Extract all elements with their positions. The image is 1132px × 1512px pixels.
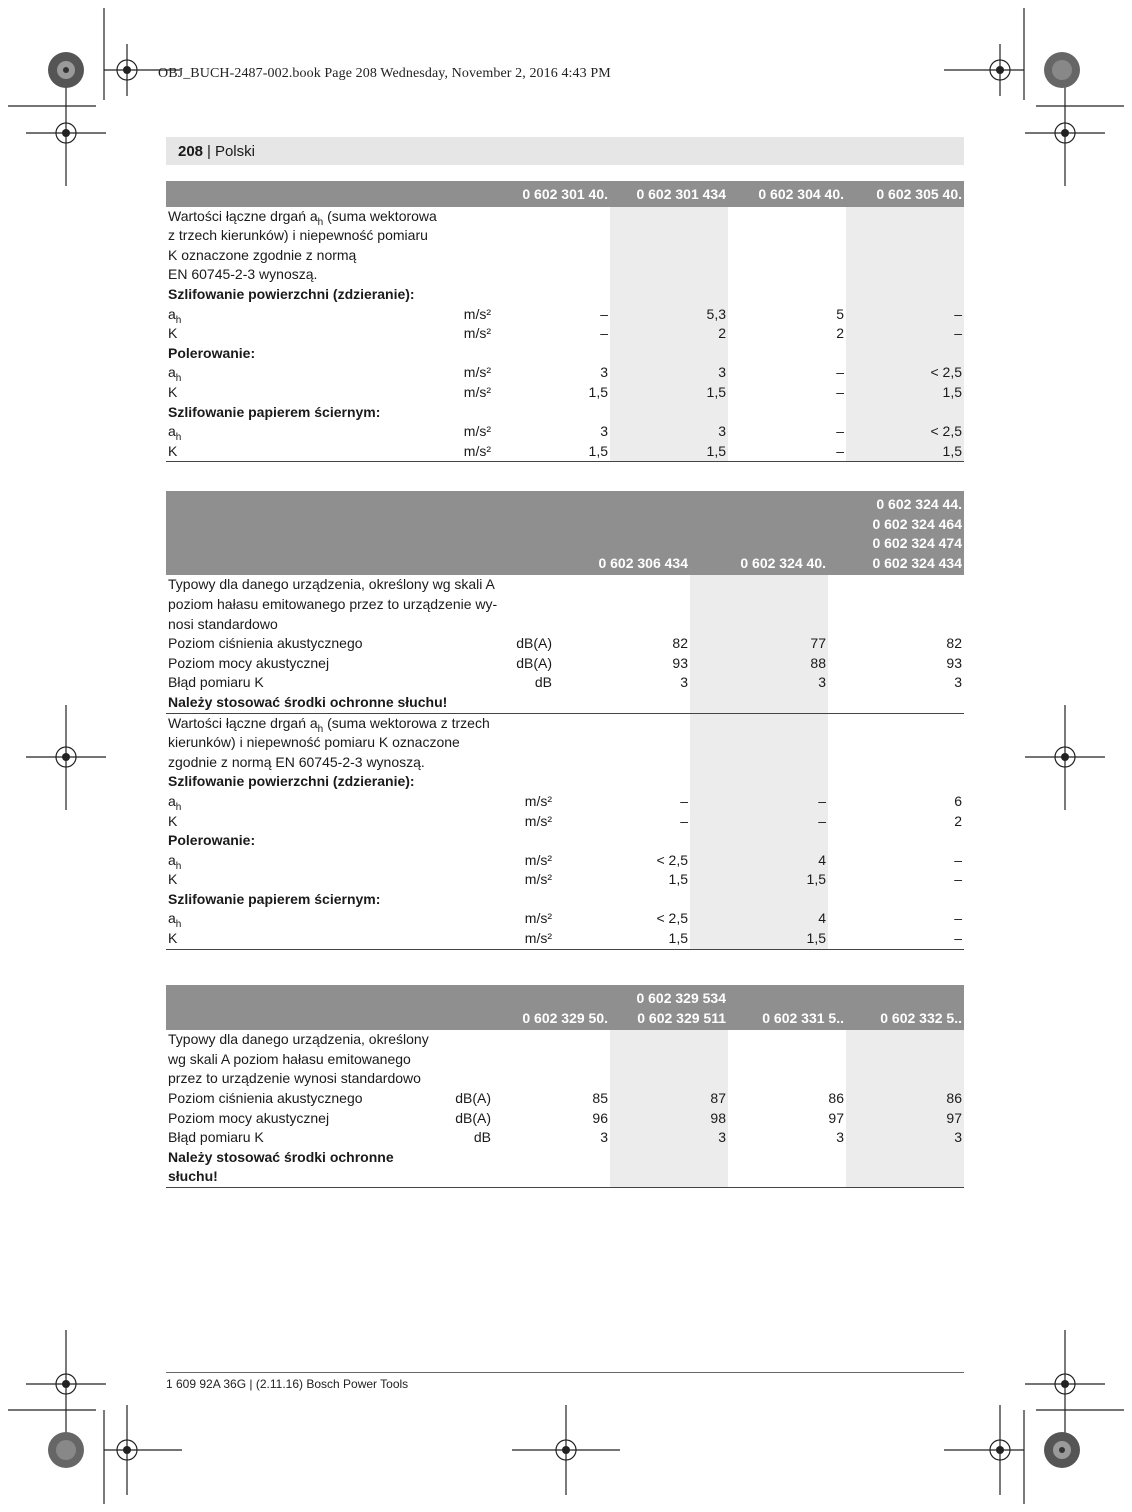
- table-row: [166, 324, 964, 344]
- table-row: [166, 851, 964, 871]
- cell-value: 96: [592, 1109, 608, 1126]
- cell-value: –: [954, 871, 962, 888]
- column-header-line: 0 602 329 50.: [522, 1009, 608, 1026]
- table-header-band: [166, 491, 964, 575]
- registration-mark-icon: [1025, 80, 1105, 186]
- column-header: [690, 554, 828, 574]
- table-row: [166, 909, 964, 929]
- cell-value: 1,5: [942, 442, 962, 459]
- row-unit: m/s²: [524, 910, 552, 927]
- cell-value: 2: [718, 325, 726, 342]
- row-divider: [166, 713, 964, 714]
- row-label-text: Szlifowanie papierem ściernym:: [168, 890, 381, 907]
- registration-mark-icon: [944, 44, 1024, 96]
- cell-value: 1,5: [588, 383, 608, 400]
- row-unit: m/s²: [463, 383, 491, 400]
- cell-value: 2: [954, 812, 962, 829]
- row-label: [168, 753, 425, 773]
- row-label: [168, 929, 177, 949]
- table-row: [166, 733, 964, 753]
- cell-value: 3: [600, 1129, 608, 1146]
- column-header: [728, 1009, 846, 1029]
- cell-value: < 2,5: [656, 910, 688, 927]
- row-label-text: K: [168, 325, 178, 342]
- table-row: [166, 1030, 964, 1050]
- row-label: [168, 1069, 421, 1089]
- row-label: [168, 1128, 264, 1148]
- row-unit: m/s²: [524, 851, 552, 868]
- row-label-subscript: h: [175, 860, 182, 872]
- column-header-line: 0 602 305 40.: [876, 186, 962, 202]
- cell-value: –: [680, 812, 688, 829]
- row-label-text: Należy stosować środki ochronne słuchu!: [168, 693, 448, 710]
- cell-value: 2: [836, 325, 844, 342]
- cell-value: 85: [592, 1089, 608, 1106]
- cell-value: 5,3: [706, 305, 726, 322]
- row-label-text: przez to urządzenie wynosi standardowo: [168, 1070, 421, 1087]
- table-row: [166, 595, 964, 615]
- row-label-text: Polerowanie:: [168, 832, 256, 849]
- registration-mark-icon: [1025, 705, 1105, 810]
- row-label-text: z trzech kierunków) i niepewność pomiaru: [168, 227, 428, 244]
- row-label: [168, 1030, 429, 1050]
- row-label-text: Typowy dla danego urządzenia, określony wg skali A: [168, 576, 495, 593]
- table-row: [166, 615, 964, 635]
- row-label-subscript: h: [175, 431, 182, 443]
- cell-value: 6: [954, 792, 962, 809]
- cell-value: 3: [600, 364, 608, 381]
- cell-value: 3: [954, 674, 962, 691]
- registration-mark-icon: [512, 1405, 620, 1495]
- row-unit: dB: [473, 1129, 491, 1146]
- column-header: [610, 185, 728, 205]
- header-language: Polski: [214, 142, 255, 160]
- row-label: [168, 812, 177, 832]
- row-label-text: wg skali A poziom hałasu emitowanego: [168, 1050, 411, 1067]
- row-unit: m/s²: [463, 442, 491, 459]
- column-header: [492, 185, 610, 205]
- cell-value: 98: [710, 1109, 726, 1126]
- color-wheel-icon: [48, 52, 84, 88]
- row-label: [168, 442, 177, 462]
- page-header: [166, 137, 964, 165]
- row-label: [168, 403, 380, 423]
- cell-value: 3: [600, 423, 608, 440]
- column-header-line: 0 602 332 5..: [880, 1009, 962, 1026]
- table-header-band: [166, 985, 964, 1030]
- table-row: [166, 870, 964, 890]
- row-label-text: nosi standardowo: [168, 615, 278, 632]
- cell-value: 93: [946, 654, 962, 671]
- registration-mark-icon: [104, 1405, 182, 1495]
- row-label-text: a: [168, 910, 176, 927]
- registration-mark-icon: [26, 80, 106, 186]
- row-label-text: Typowy dla danego urządzenia, określony: [168, 1031, 429, 1048]
- table-row: [166, 673, 964, 693]
- row-label: [168, 1167, 218, 1187]
- table-row: [166, 890, 964, 910]
- table-bottom-rule: [166, 949, 964, 950]
- row-label-text: Poziom mocy akustycznej: [168, 654, 330, 671]
- table-header-band: [166, 181, 964, 207]
- table-row: [166, 344, 964, 364]
- row-label-text: a: [168, 305, 176, 322]
- cell-value: 86: [828, 1089, 844, 1106]
- row-label-text: a: [168, 423, 176, 440]
- table-row: [166, 929, 964, 949]
- cell-value: 1,5: [806, 930, 826, 947]
- cell-value: –: [818, 812, 826, 829]
- column-header-line: 0 602 306 434: [598, 554, 688, 571]
- row-label-text: K: [168, 871, 178, 888]
- row-label-text: K: [168, 930, 178, 947]
- row-label: [168, 772, 415, 792]
- row-label-text: (suma wektorowa: [323, 207, 437, 224]
- row-label-text: poziom hałasu emitowanego przez to urządzenie wy-: [168, 595, 498, 612]
- cell-value: 88: [810, 654, 826, 671]
- cell-value: 3: [836, 1129, 844, 1146]
- row-label-subscript: h: [175, 314, 182, 326]
- footer-text: 1 609 92A 36G | (2.11.16) Bosch Power Tools: [166, 1377, 409, 1391]
- row-label: [168, 831, 255, 851]
- row-label: [168, 1089, 363, 1109]
- cell-value: < 2,5: [930, 364, 962, 381]
- cell-value: –: [954, 325, 962, 342]
- column-header: [846, 185, 964, 205]
- row-label: [168, 870, 177, 890]
- cell-value: 3: [718, 423, 726, 440]
- cell-value: 82: [946, 635, 962, 652]
- column-header: [554, 554, 690, 574]
- cell-value: 1,5: [668, 871, 688, 888]
- cell-value: –: [836, 383, 844, 400]
- row-label-subscript: h: [175, 801, 182, 813]
- table-row: [166, 1128, 964, 1148]
- column-header-line: 0 602 324 44.: [876, 496, 962, 513]
- cell-value: 3: [818, 674, 826, 691]
- row-label-text: kierunków) i niepewność pomiaru K oznaczone: [168, 734, 460, 751]
- row-unit: m/s²: [463, 423, 491, 440]
- table-row: [166, 1069, 964, 1089]
- cell-value: –: [954, 851, 962, 868]
- table-row: [166, 693, 964, 713]
- row-label-text: (suma wektorowa z trzech: [323, 714, 490, 731]
- table-row: [166, 442, 964, 462]
- cell-value: –: [836, 423, 844, 440]
- row-unit: m/s²: [463, 305, 491, 322]
- registration-mark-icon: [26, 705, 106, 810]
- color-wheel-icon: [1044, 52, 1080, 88]
- registration-mark-icon: [1025, 1330, 1105, 1436]
- row-label-text: Poziom mocy akustycznej: [168, 1109, 330, 1126]
- row-label: [168, 285, 415, 305]
- row-unit: dB(A): [516, 654, 552, 671]
- cell-value: –: [680, 792, 688, 809]
- row-label-text: Błąd pomiaru K: [168, 1129, 264, 1146]
- row-label-text: Polerowanie:: [168, 344, 256, 361]
- column-header: [492, 1009, 610, 1029]
- page-number: 208: [178, 142, 204, 160]
- table-row: [166, 714, 964, 734]
- cell-value: –: [954, 930, 962, 947]
- row-unit: m/s²: [463, 364, 491, 381]
- table-row: [166, 753, 964, 773]
- cell-value: 3: [680, 674, 688, 691]
- column-header-line: 0 602 324 40.: [740, 554, 826, 571]
- table-row: [166, 772, 964, 792]
- row-label-text: a: [168, 364, 176, 381]
- table-row: [166, 383, 964, 403]
- row-label: [168, 595, 497, 615]
- column-header: [728, 185, 846, 205]
- row-label: [168, 575, 495, 595]
- table-row: [166, 1089, 964, 1109]
- column-header: [846, 1009, 964, 1029]
- row-label: [168, 615, 278, 635]
- row-unit: dB: [534, 674, 552, 691]
- cell-value: 4: [818, 910, 826, 927]
- row-label-text: Należy stosować środki ochronne: [168, 1148, 394, 1165]
- column-header-line: 0 602 331 5..: [762, 1009, 844, 1026]
- row-label-text: zgodnie z normą EN 60745-2-3 wynoszą.: [168, 753, 425, 770]
- row-label-subscript: h: [317, 216, 324, 228]
- table-body: [166, 1030, 964, 1187]
- table-row: [166, 305, 964, 325]
- cell-value: –: [954, 910, 962, 927]
- row-unit: dB(A): [516, 635, 552, 652]
- color-wheel-icon: [1044, 1432, 1080, 1468]
- row-label: [168, 1109, 329, 1129]
- row-label-text: Wartości łączne drgań a: [168, 714, 318, 731]
- cell-value: 3: [954, 1129, 962, 1146]
- row-unit: m/s²: [524, 812, 552, 829]
- row-label-text: K: [168, 442, 178, 459]
- row-label-text: a: [168, 792, 176, 809]
- row-label-subscript: h: [175, 373, 182, 385]
- color-wheel-icon: [48, 1432, 84, 1468]
- row-label-text: Poziom ciśnienia akustycznego: [168, 1089, 363, 1106]
- row-label: [168, 226, 428, 246]
- table-row: [166, 1109, 964, 1129]
- row-label-subscript: h: [317, 723, 324, 735]
- cell-value: –: [836, 442, 844, 459]
- row-label: [168, 654, 329, 674]
- table-row: [166, 654, 964, 674]
- cell-value: 1,5: [706, 442, 726, 459]
- registration-mark-icon: [26, 1330, 106, 1436]
- row-unit: m/s²: [524, 871, 552, 888]
- row-label-text: Szlifowanie powierzchni (zdzieranie):: [168, 773, 415, 790]
- cell-value: –: [954, 305, 962, 322]
- cell-value: 3: [718, 364, 726, 381]
- table-row: [166, 363, 964, 383]
- column-header-line: 0 602 324 474: [872, 535, 962, 552]
- footer-rule: [166, 1372, 964, 1373]
- cell-value: < 2,5: [656, 851, 688, 868]
- table-row: [166, 285, 964, 305]
- table-row: [166, 207, 964, 227]
- row-label: [168, 693, 447, 713]
- table-row: [166, 422, 964, 442]
- cell-value: 1,5: [588, 442, 608, 459]
- print-slug: OBJ_BUCH-2487-002.book Page 208 Wednesday, November 2, 2016 4:43 PM: [158, 66, 611, 81]
- cell-value: 77: [810, 635, 826, 652]
- table-bottom-rule: [166, 461, 964, 462]
- cell-value: –: [836, 364, 844, 381]
- column-header-line: 0 602 301 434: [636, 186, 726, 202]
- cell-value: < 2,5: [930, 423, 962, 440]
- column-header: [610, 989, 728, 1028]
- table-row: [166, 1050, 964, 1070]
- table-row: [166, 634, 964, 654]
- column-header-line: 0 602 304 40.: [758, 186, 844, 202]
- table-row: [166, 226, 964, 246]
- header-separator: |: [207, 142, 211, 160]
- cell-value: 93: [672, 654, 688, 671]
- row-label: [168, 634, 363, 654]
- table-row: [166, 1148, 964, 1168]
- row-label-text: K: [168, 812, 178, 829]
- row-label-text: Szlifowanie papierem ściernym:: [168, 403, 381, 420]
- row-label: [168, 344, 255, 364]
- cell-value: 1,5: [668, 930, 688, 947]
- row-label: [168, 1050, 411, 1070]
- cell-value: 1,5: [706, 383, 726, 400]
- row-label: [168, 1148, 394, 1168]
- row-label-subscript: h: [175, 919, 182, 931]
- row-label: [168, 265, 317, 285]
- registration-mark-icon: [944, 1405, 1024, 1495]
- cell-value: 3: [718, 1129, 726, 1146]
- table-row: [166, 812, 964, 832]
- cell-value: –: [600, 305, 608, 322]
- cell-value: 97: [828, 1109, 844, 1126]
- table-row: [166, 1167, 964, 1187]
- table-row: [166, 831, 964, 851]
- cell-value: 86: [946, 1089, 962, 1106]
- row-label-text: K oznaczone zgodnie z normą: [168, 246, 357, 263]
- row-label-text: K: [168, 383, 178, 400]
- table-row: [166, 792, 964, 812]
- table-row: [166, 403, 964, 423]
- row-label: [168, 324, 177, 344]
- cell-value: –: [600, 325, 608, 342]
- row-unit: m/s²: [524, 792, 552, 809]
- column-header-line: 0 602 324 464: [872, 515, 962, 532]
- column-header-line: 0 602 329 511: [637, 1009, 726, 1026]
- cell-value: 82: [672, 635, 688, 652]
- row-label: [168, 383, 177, 403]
- column-header-line: 0 602 329 534: [636, 990, 726, 1006]
- row-label-text: Poziom ciśnienia akustycznego: [168, 635, 363, 652]
- row-label-text: Wartości łączne drgań a: [168, 207, 318, 224]
- table-row: [166, 246, 964, 266]
- cell-value: 87: [710, 1089, 726, 1106]
- table-row: [166, 265, 964, 285]
- row-unit: dB(A): [455, 1089, 491, 1106]
- row-label-text: a: [168, 851, 176, 868]
- column-header-line: 0 602 324 434: [872, 554, 962, 571]
- row-label-text: EN 60745-2-3 wynoszą.: [168, 266, 318, 283]
- cell-value: 97: [946, 1109, 962, 1126]
- vibration-table-1: [166, 181, 964, 462]
- row-unit: dB(A): [455, 1109, 491, 1126]
- table-row: [166, 575, 964, 595]
- row-label-text: Błąd pomiaru K: [168, 674, 264, 691]
- row-label: [168, 246, 356, 266]
- cell-value: 1,5: [942, 383, 962, 400]
- table-body: [166, 207, 964, 462]
- row-label: [168, 890, 380, 910]
- noise-vibration-table-2: [166, 491, 964, 950]
- row-unit: m/s²: [463, 325, 491, 342]
- row-label: [168, 673, 264, 693]
- row-label-text: Szlifowanie powierzchni (zdzieranie):: [168, 285, 415, 302]
- column-header-line: 0 602 301 40.: [522, 186, 608, 202]
- column-header: [828, 495, 964, 573]
- cell-value: –: [818, 792, 826, 809]
- table-body: [166, 575, 964, 948]
- row-label-text: słuchu!: [168, 1168, 218, 1185]
- cell-value: 5: [836, 305, 844, 322]
- noise-table-3: [166, 985, 964, 1188]
- cell-value: 4: [818, 851, 826, 868]
- row-label: [168, 733, 460, 753]
- row-unit: m/s²: [524, 930, 552, 947]
- cell-value: 1,5: [806, 871, 826, 888]
- table-bottom-rule: [166, 1187, 964, 1188]
